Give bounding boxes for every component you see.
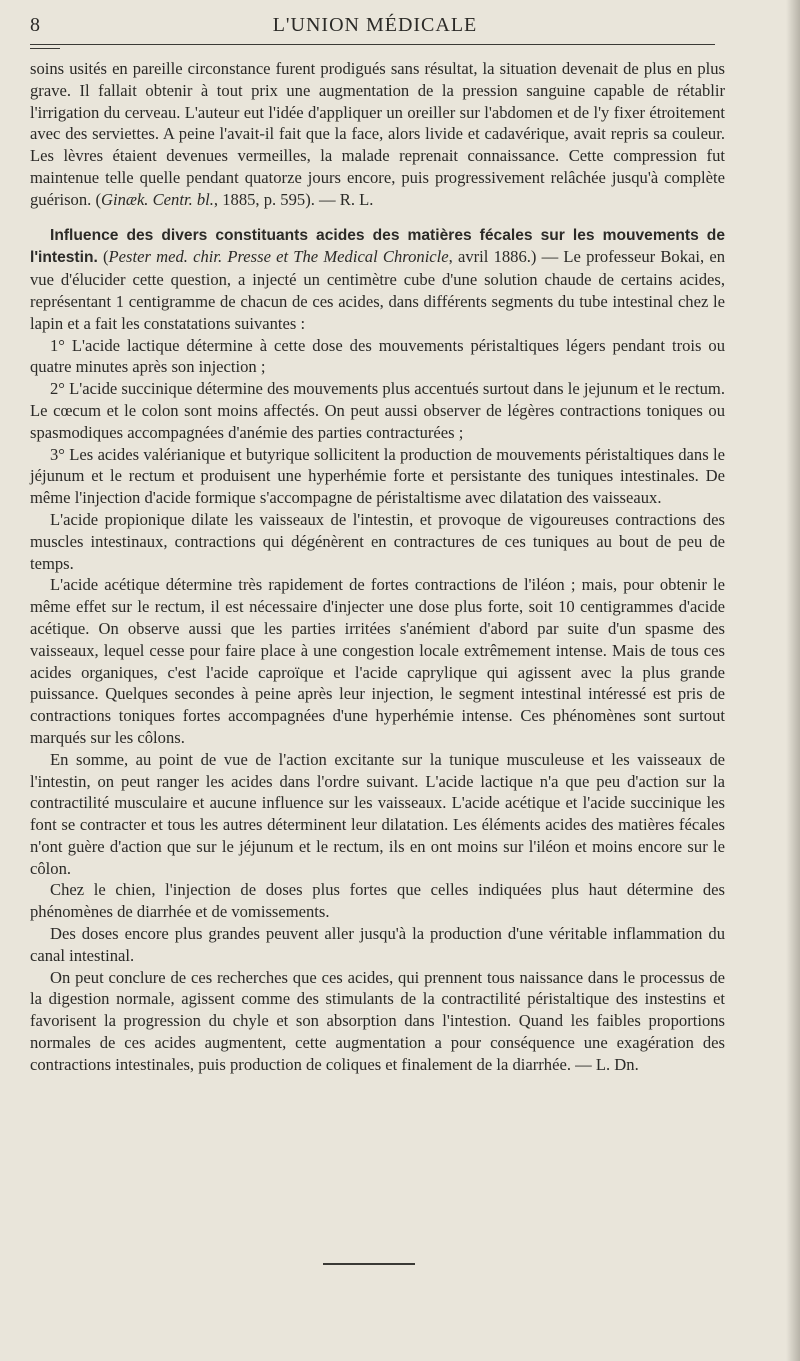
article-source: Pester med. chir. Presse et The Medical Chronicle	[108, 247, 449, 267]
paragraph-en-somme: En somme, au point de vue de l'action excitante sur la tunique musculeuse et les vaisseaux de l'intestin, on peut ranger les acides dans l'ordre suivant. L'acide lactique n'a que peu d'action sur la contractilité musculaire et aucune influence sur les vaisseaux. L'acide acétique et l'acide succinique les font se contracter et tous les autres déterminent leur dilatation. Les éléments acides des matières fécales n'ont guère d'action que sur le jéjunum et le rectum, ils en ont moins sur l'iléon et moins encore sur le côlon.	[30, 749, 725, 878]
header-rule	[30, 44, 715, 45]
article-title: Influence des divers constituants acides des matières fécales sur les mouvements de l'intestin.	[30, 226, 725, 267]
page-edge-shadow	[786, 0, 800, 1361]
list-item-lactique: 1° L'acide lactique détermine à cette dose des mouvements péristaltiques légers pendant trois ou quatre minutes après son injection ;	[30, 335, 725, 377]
article-intro: Influence des divers constituants acides des matières fécales sur les mouvements de l'intestin. (Pester med. chir. Presse et The Medical Chronicle, avril 1886.) — Le professeur Bokai, en vue d'élucider cette question, a injecté un centimètre cube d'une solution chaude de certains acides, représentant 1 centigramme de chacun de ces acides, dans différents segments du tube intestinal chez le lapin et a fait les constatations suivantes :	[30, 226, 725, 333]
running-title: L'UNION MÉDICALE	[272, 14, 478, 36]
header-rule-mark	[30, 48, 60, 49]
paragraph-acetique: L'acide acétique détermine très rapidement de fortes contractions de l'iléon ; mais, pour obtenir le même effet sur le rectum, il est nécessaire d'injecter une dose plus forte, soit 10 centigrammes d'acide acétique. On observe aussi que les parties irritées s'anémient d'abord par suite d'un spasme des vaisseaux, lequel cesse pour faire place à une congestion locale extrêmement intense. Mais de tous ces acides organiques, c'est l'acide caproïque et l'acide caprylique qui agissent avec la plus grande puissance. Quelques secondes à peine après leur injection, le segment intestinal intéressé est pris de contractions toniques fortes accompagnées d'une hyperhémie intense. Ces phénomènes sont surtout marqués sur les côlons.	[30, 575, 725, 747]
paragraph-chien: Chez le chien, l'injection de doses plus fortes que celles indiquées plus haut détermine des phénomènes de diarrhée et de vomissements.	[30, 880, 725, 922]
paragraph-compression: soins usités en pareille circonstance furent prodigués sans résultat, la situation devenait de plus en plus grave. Il fallait obtenir à tout prix une augmentation de la pression sanguine capable de rétablir l'irrigation du cerveau. L'auteur eut l'idée d'appliquer un oreiller sur l'abdomen et de l'y fixer étroitement avec des serviettes. A peine l'avait-il fait que la face, alors livide et cadavérique, avait repris sa couleur. Les lèvres étaient devenues vermeilles, la malade reprenait connaissance. Cette compression fut maintenue telle quelle pendant quatorze jours encore, puis progressivement relâchée jusqu'à complète guérison. (Ginæk. Centr. bl., 1885, p. 595). — R. L.	[30, 59, 725, 209]
page-number: 8	[30, 14, 40, 36]
page-header	[30, 14, 720, 44]
page-body	[30, 58, 725, 1076]
paragraph-conclusion: On peut conclure de ces recherches que ces acides, qui prennent tous naissance dans le processus de la digestion normale, agissent comme des stimulants de la contractilité péristaltique des instestins et favorisent la progression du chyle et son absorption dans l'intestion. Quand les faibles proportions normales de ces acides augmentent, cette augmentation a pour conséquence une exagération des contractions intestinales, puis production de coliques et finalement de la diarrhée. — L. Dn.	[30, 967, 725, 1074]
paragraph-propionique: L'acide propionique dilate les vaisseaux de l'intestin, et provoque de vigoureuses contractions des muscles intestinaux, contractions qui dégénèrent en contractures de ces tuniques au bout de peu de temps.	[30, 509, 725, 573]
list-item-valerianique: 3° Les acides valérianique et butyrique sollicitent la production de mouvements péristaltiques dans le jéjunum et le rectum et produisent une hyperhémie forte et persistante des tuniques intestinales. De même l'injection d'acide formique s'accompagne de péristaltisme avec dilatation des vaisseaux.	[30, 444, 725, 508]
section-separator	[323, 1262, 415, 1266]
list-item-succinique: 2° L'acide succinique détermine des mouvements plus accentués surtout dans le jejunum et le rectum. Le cœcum et le colon sont moins affectés. On peut aussi observer de légères contractions toniques ou spasmodiques accompagnées d'anémie des parties contracturées ;	[30, 379, 725, 442]
paragraph-doses: Des doses encore plus grandes peuvent aller jusqu'à la production d'une véritable inflammation du canal intestinal.	[30, 924, 725, 965]
